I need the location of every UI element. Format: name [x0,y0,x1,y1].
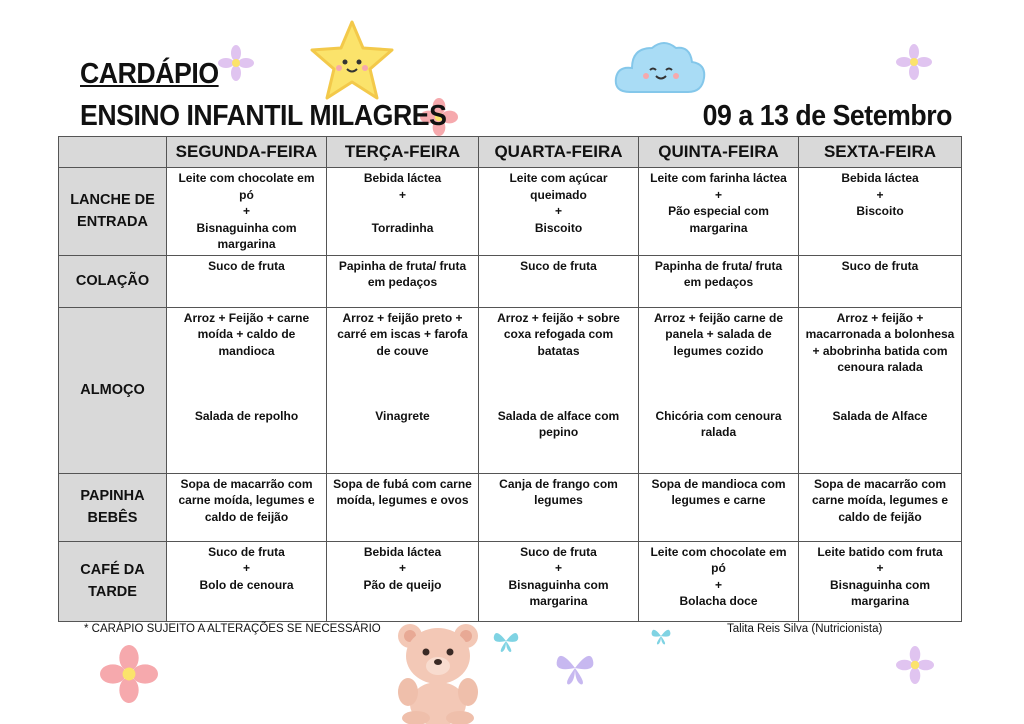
meal-label: ALMOÇO [59,307,167,473]
menu-cell: Arroz + Feijão + carne moída + caldo de mandioca Salada de repolho [167,307,327,473]
flower-icon [100,645,158,703]
teddy-bear-icon [390,620,486,724]
day-header: QUARTA-FEIRA [479,137,639,168]
menu-cell: Arroz + feijão + macarronada a bolonhesa + abobrinha batida com cenoura ralada Salada de Alface [799,307,962,473]
flower-icon [218,45,254,81]
butterfly-icon [650,626,672,646]
menu-cell: Bebida láctea + Biscoito [799,168,962,256]
menu-cell: Papinha de fruta/ fruta em pedaços [327,255,479,307]
menu-table [58,136,962,622]
footnote: * CARÁPIO SUJEITO A ALTERAÇÕES SE NECESSÁRIO [84,623,381,635]
day-header: QUINTA-FEIRA [639,137,799,168]
star-icon [308,18,396,102]
menu-cell: Sopa de macarrão com carne moída, legumes e caldo de feijão [799,473,962,541]
menu-cell: Canja de frango com legumes [479,473,639,541]
table-row-cafe [59,541,962,621]
meal-label: COLAÇÃO [59,255,167,307]
table-row-almoco [59,307,962,473]
meal-label: PAPINHA BEBÊS [59,473,167,541]
table-row-colacao [59,255,962,307]
menu-cell: Leite com açúcar queimado + Biscoito [479,168,639,256]
menu-cell: Leite com chocolate em pó + Bolacha doce [639,541,799,621]
meal-label: LANCHE DE ENTRADA [59,168,167,256]
menu-cell: Papinha de fruta/ fruta em pedaços [639,255,799,307]
menu-cell: Suco de fruta [167,255,327,307]
menu-cell: Sopa de fubá com carne moída, legumes e ovos [327,473,479,541]
menu-cell: Suco de fruta [479,255,639,307]
table-header-row [59,137,962,168]
nutritionist-signature: Talita Reis Silva (Nutricionista) [727,623,883,635]
day-header: SEGUNDA-FEIRA [167,137,327,168]
menu-cell: Sopa de mandioca com legumes e carne [639,473,799,541]
menu-cell: Arroz + feijão + sobre coxa refogada com batatas Salada de alface com pepino [479,307,639,473]
cloud-icon [612,36,708,100]
day-header: TERÇA-FEIRA [327,137,479,168]
menu-cell: Leite com farinha láctea + Pão especial com margarina [639,168,799,256]
day-header: SEXTA-FEIRA [799,137,962,168]
menu-cell: Leite com chocolate em pó + Bisnaguinha com margarina [167,168,327,256]
menu-cell: Suco de fruta + Bolo de cenoura [167,541,327,621]
table-row-lanche [59,168,962,256]
menu-cell: Suco de fruta + Bisnaguinha com margarina [479,541,639,621]
page-title: CARDÁPIO [80,58,219,90]
school-name: ENSINO INFANTIL MILAGRES [80,100,447,132]
meal-label: CAFÉ DA TARDE [59,541,167,621]
menu-cell: Bebida láctea + Pão de queijo [327,541,479,621]
flower-icon [896,646,934,684]
butterfly-icon [554,648,596,688]
corner-cell [59,137,167,168]
menu-cell: Bebida láctea + Torradinha [327,168,479,256]
date-range: 09 a 13 de Setembro [702,100,952,132]
menu-cell: Suco de fruta [799,255,962,307]
menu-cell: Sopa de macarrão com carne moída, legumes e caldo de feijão [167,473,327,541]
butterfly-icon [492,628,520,654]
menu-cell: Leite batido com fruta + Bisnaguinha com margarina [799,541,962,621]
menu-cell: Arroz + feijão carne de panela + salada de legumes cozido Chicória com cenoura ralada [639,307,799,473]
menu-cell: Arroz + feijão preto + carré em iscas + farofa de couve Vinagrete [327,307,479,473]
table-row-papinha [59,473,962,541]
flower-icon [896,44,932,80]
